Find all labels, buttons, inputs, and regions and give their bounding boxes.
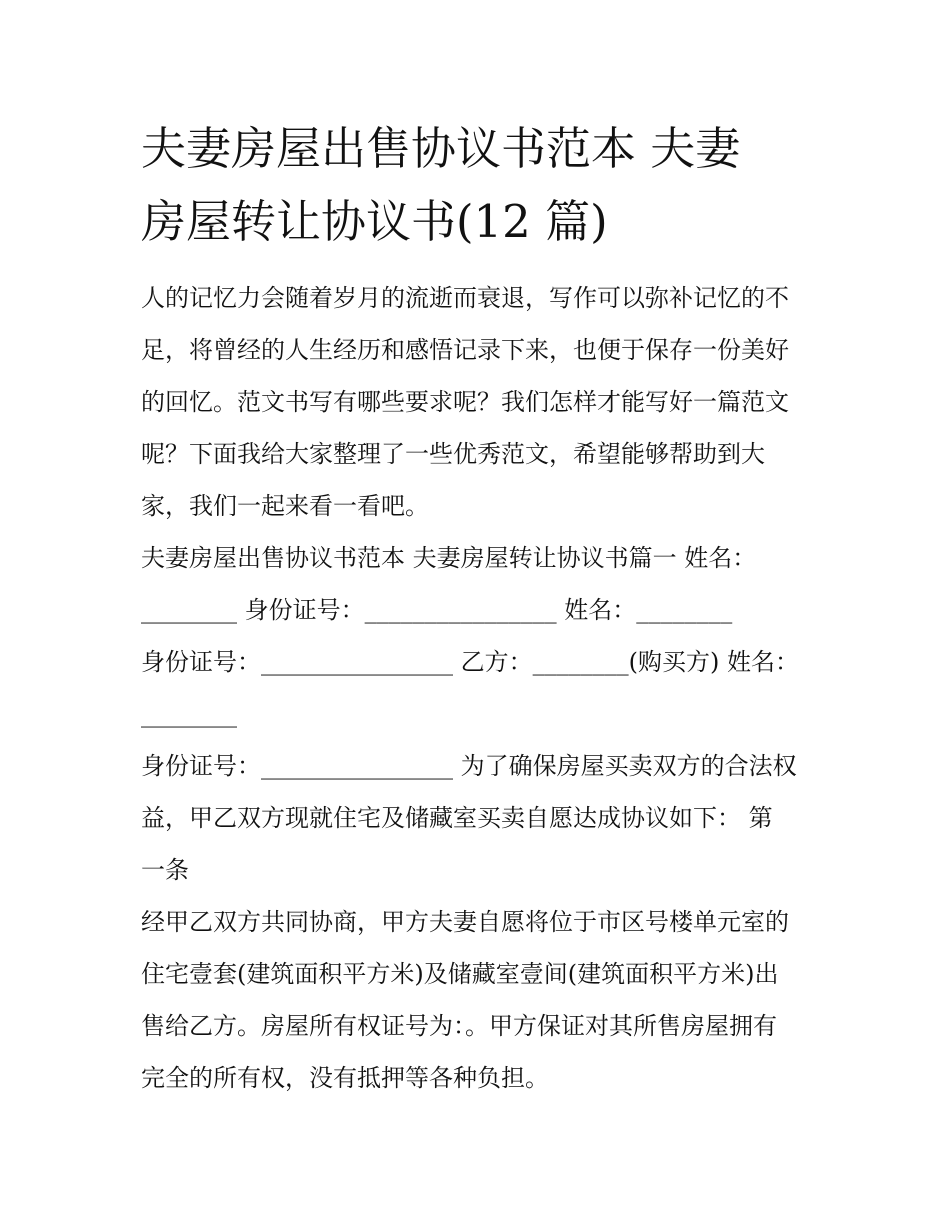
title-line-1: 夫妻房屋出售协议书范本 夫妻 [141,122,741,175]
intro-line-2: 足，将曾经的人生经历和感悟记录下来，也便于保存一份美好 [141,336,789,364]
intro-line-4: 呢？下面我给大家整理了一些优秀范文，希望能够帮助到大 [141,440,765,468]
title-line-2: 房屋转让协议书(12 篇) [141,195,608,248]
document-content [141,112,821,1104]
title-spacer [141,258,821,272]
body-line-1: 夫妻房屋出售协议书范本 夫妻房屋转让协议书篇一 姓名： [141,544,757,572]
intro-line-1: 人的记忆力会随着岁月的流逝而衰退，写作可以弥补记忆的不 [141,284,789,312]
intro-line-5: 家，我们一起来看一看吧。 [141,492,429,520]
body-line-7: 一条 [141,856,189,884]
intro-paragraph [141,272,821,532]
body-line-9: 住宅壹套(建筑面积平方米)及储藏室壹间(建筑面积平方米)出 [141,960,779,988]
document-title [141,112,821,258]
body-line-4: ________ [141,700,237,728]
body-line-3: 身份证号：________________ 乙方：________(购买方) 姓名： [141,648,799,676]
body-line-11: 完全的所有权，没有抵押等各种负担。 [141,1064,549,1092]
body-line-8: 经甲乙双方共同协商，甲方夫妻自愿将位于市区号楼单元室的 [141,908,789,936]
intro-line-3: 的回忆。范文书写有哪些要求呢？我们怎样才能写好一篇范文 [141,388,789,416]
body-line-6: 益，甲乙双方现就住宅及储藏室买卖自愿达成协议如下： 第 [141,804,773,832]
body-line-2: ________ 身份证号：________________ 姓名：________ [141,596,733,624]
agreement-body [141,532,821,1104]
body-line-10: 售给乙方。房屋所有权证号为：。甲方保证对其所售房屋拥有 [141,1012,777,1040]
body-line-5: 身份证号：________________ 为了确保房屋买卖双方的合法权 [141,752,797,780]
